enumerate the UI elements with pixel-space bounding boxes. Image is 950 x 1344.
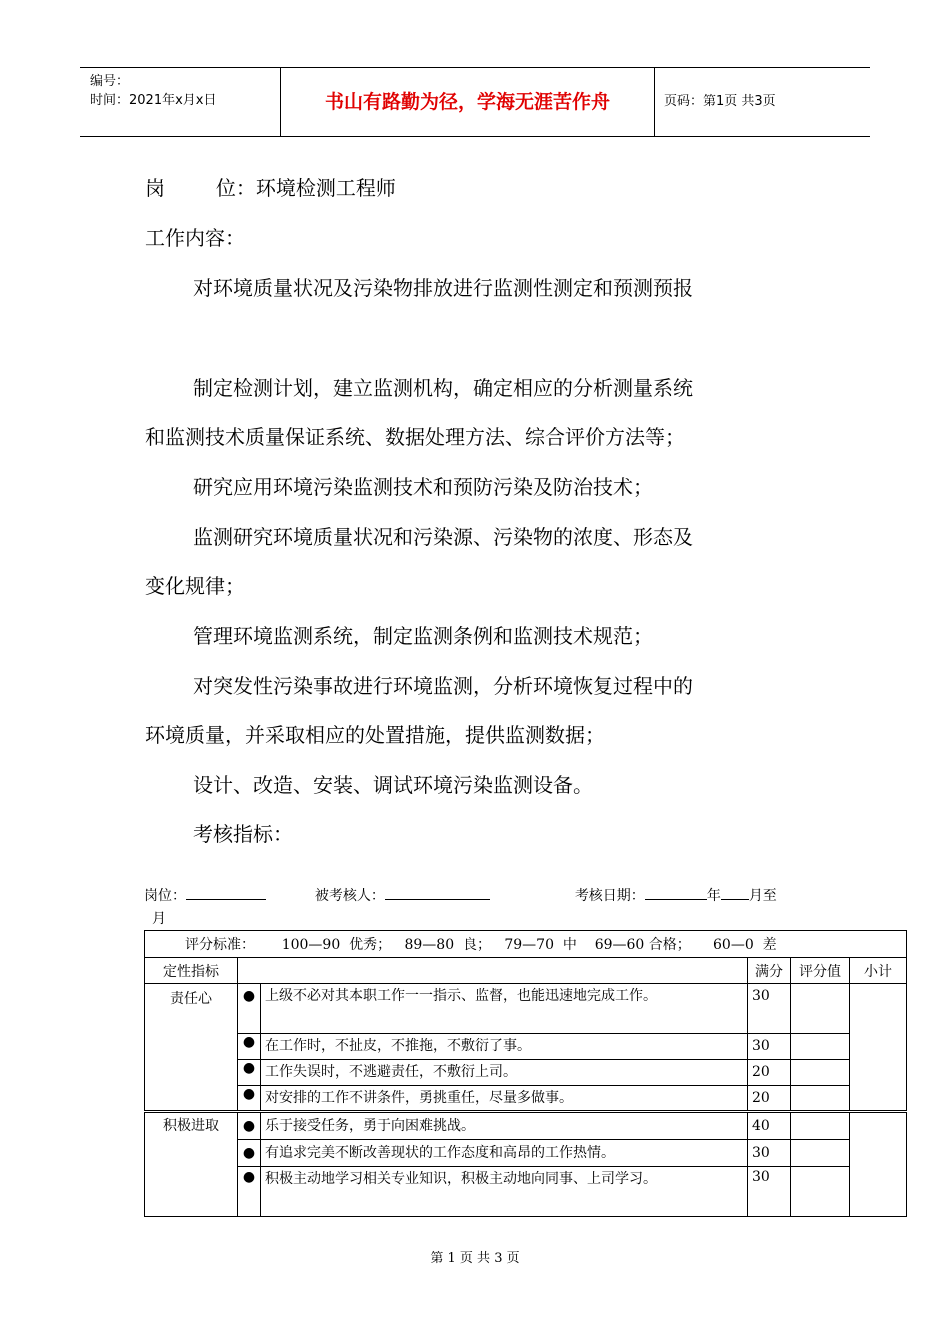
paragraph: 管理环境监测系统，制定监测条例和监测技术规范； bbox=[193, 624, 653, 648]
bullet-icon: ● bbox=[238, 984, 261, 1034]
paragraph: 和监测技术质量保证系统、数据处理方法、综合评价方法等； bbox=[145, 425, 685, 449]
item-header bbox=[238, 958, 748, 984]
position-line: 岗 位：环境检测工程师 bbox=[145, 176, 396, 200]
score-input[interactable] bbox=[791, 1060, 850, 1086]
bullet-icon: ● bbox=[238, 1140, 261, 1167]
qualitative-header: 定性指标 bbox=[145, 958, 238, 984]
full-score-header: 满分 bbox=[748, 958, 791, 984]
year-blank bbox=[645, 885, 707, 900]
assessee-label: 被考核人： bbox=[314, 888, 385, 904]
full-score: 40 bbox=[748, 1112, 791, 1140]
table-row bbox=[145, 984, 907, 1034]
month-blank bbox=[721, 885, 749, 900]
paragraph: 对环境质量状况及污染物排放进行监测性测定和预测预报 bbox=[193, 276, 693, 300]
full-score: 20 bbox=[748, 1060, 791, 1086]
bullet-icon: ● bbox=[238, 1060, 261, 1086]
form-meta-row bbox=[144, 885, 777, 905]
page-footer: 第 1 页 共 3 页 bbox=[430, 1251, 520, 1266]
item-text: 在工作时，不扯皮，不推拖，不敷衍了事。 bbox=[261, 1034, 748, 1060]
post-blank bbox=[186, 885, 266, 900]
paragraph: 变化规律； bbox=[145, 574, 245, 598]
motto: 书山有路勤为径，学海无涯苦作舟 bbox=[280, 68, 655, 136]
score-input[interactable] bbox=[791, 1112, 850, 1140]
header-left-cell bbox=[80, 68, 280, 136]
item-text: 对安排的工作不讲条件，勇挑重任，尽量多做事。 bbox=[261, 1086, 748, 1112]
full-score: 30 bbox=[748, 984, 791, 1034]
full-score: 30 bbox=[748, 1034, 791, 1060]
post-label: 岗位： bbox=[144, 888, 186, 904]
group-name: 积极进取 bbox=[145, 1112, 238, 1217]
item-text: 有追求完美不断改善现状的工作态度和高昂的工作热情。 bbox=[261, 1140, 748, 1167]
month-to-label: 月至 bbox=[748, 888, 777, 904]
group-name: 责任心 bbox=[145, 984, 238, 1112]
full-score: 20 bbox=[748, 1086, 791, 1112]
score-input[interactable] bbox=[791, 1140, 850, 1167]
paragraph: 监测研究环境质量状况和污染源、污染物的浓度、形态及 bbox=[193, 525, 693, 549]
table-row bbox=[145, 1112, 907, 1140]
table-row bbox=[145, 1034, 907, 1060]
assessment-heading: 考核指标： bbox=[193, 822, 293, 846]
paragraph: 制定检测计划，建立监测机构，确定相应的分析测量系统 bbox=[193, 376, 693, 400]
full-score: 30 bbox=[748, 1140, 791, 1167]
assessee-blank bbox=[385, 885, 490, 900]
item-text: 乐于接受任务，勇于向困难挑战。 bbox=[261, 1112, 748, 1140]
paragraph: 对突发性污染事故进行环境监测，分析环境恢复过程中的 bbox=[193, 674, 693, 698]
score-input[interactable] bbox=[791, 1034, 850, 1060]
year-label: 年 bbox=[706, 888, 721, 904]
item-text: 上级不必对其本职工作一一指示、监督，也能迅速地完成工作。 bbox=[261, 984, 748, 1034]
table-row bbox=[145, 1167, 907, 1217]
page-info: 页码：第1页 共3页 bbox=[664, 94, 776, 109]
bullet-icon: ● bbox=[238, 1086, 261, 1112]
document-header bbox=[80, 67, 870, 137]
paragraph: 环境质量，并采取相应的处置措施，提供监测数据； bbox=[145, 723, 605, 747]
bullet-icon: ● bbox=[238, 1034, 261, 1060]
assessment-table bbox=[144, 930, 907, 1217]
scoring-standard: 评分标准： 100—90 优秀； 89—80 良； 79—70 中 69—60 合格； 60—0 差 bbox=[145, 931, 907, 958]
subtotal-cell[interactable] bbox=[850, 984, 907, 1112]
score-input[interactable] bbox=[791, 984, 850, 1034]
work-content-label: 工作内容： bbox=[145, 226, 245, 250]
date-label: 考核日期： bbox=[574, 888, 645, 904]
score-input[interactable] bbox=[791, 1086, 850, 1112]
item-text: 工作失误时，不逃避责任，不敷衍上司。 bbox=[261, 1060, 748, 1086]
table-row bbox=[145, 1140, 907, 1167]
subtotal-header: 小计 bbox=[850, 958, 907, 984]
score-value-header: 评分值 bbox=[791, 958, 850, 984]
subtotal-cell[interactable] bbox=[850, 1112, 907, 1217]
item-text: 积极主动地学习相关专业知识，积极主动地向同事、上司学习。 bbox=[261, 1167, 748, 1217]
table-row bbox=[145, 1060, 907, 1086]
score-input[interactable] bbox=[791, 1167, 850, 1217]
bullet-icon: ● bbox=[238, 1112, 261, 1140]
bullet-icon: ● bbox=[238, 1167, 261, 1217]
paragraph: 研究应用环境污染监测技术和预防污染及防治技术； bbox=[193, 475, 653, 499]
full-score: 30 bbox=[748, 1167, 791, 1217]
table-row bbox=[145, 1086, 907, 1112]
time-label: 时间：2021年x月x日 bbox=[90, 93, 217, 108]
number-label: 编号： bbox=[90, 74, 130, 89]
month-label: 月 bbox=[152, 911, 166, 927]
paragraph: 设计、改造、安装、调试环境污染监测设备。 bbox=[193, 773, 593, 797]
